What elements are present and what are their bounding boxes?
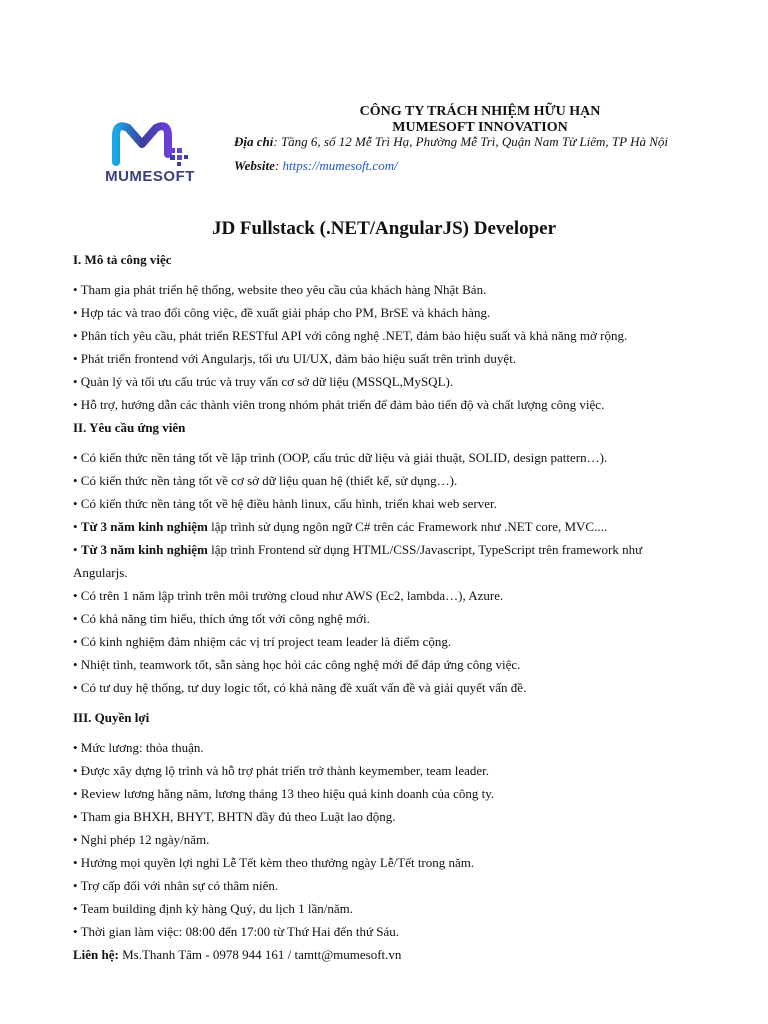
list-item: • Quản lý và tối ưu cấu trúc và truy vấn cơ sở dữ liệu (MSSQL,MySQL). — [73, 374, 454, 389]
list-item: • Có kiến thức nền tảng tốt về cơ sở dữ liệu quan hệ (thiết kế, sử dụng…). — [73, 473, 458, 488]
list-item-experience-backend — [73, 515, 713, 538]
job-title: JD Fullstack (.NET/AngularJS) Developer — [211, 218, 557, 239]
list-item: • Review lương hằng năm, lương tháng 13 theo hiệu quả kinh doanh của công ty. — [73, 786, 495, 801]
list-item-continuation: Angularjs. — [73, 565, 128, 580]
list-item: • Thời gian làm việc: 08:00 đến 17:00 từ Thứ Hai đến thứ Sáu. — [73, 924, 399, 939]
contact-label: Liên hệ: — [73, 947, 119, 962]
list-item: • Có tư duy hệ thống, tư duy logic tốt, có khả năng đề xuất vấn đề và giải quyết vấn đề. — [73, 680, 527, 695]
section-heading-requirements: II. Yêu cầu ứng viên — [73, 420, 186, 435]
list-item: • Có kiến thức nền tảng tốt về lập trình (OOP, cấu trúc dữ liệu và giải thuật, SOLID, design pattern…). — [73, 450, 608, 465]
list-item: • Hỗ trợ, hướng dẫn các thành viên trong nhóm phát triển để đảm bảo tiến độ và chất lượng công việc. — [73, 397, 605, 412]
logo-text: MUMESOFT — [105, 168, 195, 185]
contact-value[interactable]: Ms.Thanh Tâm - 0978 944 161 / tamtt@mumesoft.vn — [118, 947, 402, 962]
list-item: • Trợ cấp đối với nhân sự có thâm niên. — [73, 878, 279, 893]
experience-emphasis: Từ 3 năm kinh nghiệm — [80, 519, 208, 534]
list-item: • Mức lương: thỏa thuận. — [73, 740, 204, 755]
address-value: : Tầng 6, số 12 Mễ Trì Hạ, Phường Mễ Trì, Quận Nam Từ Liêm, TP Hà Nội — [273, 134, 669, 149]
job-description-body — [73, 248, 713, 966]
company-logo — [88, 104, 212, 192]
list-item: • Có khả năng tìm hiểu, thích ứng tốt với công nghệ mới. — [73, 611, 370, 626]
website-link[interactable]: https://mumesoft.com/ — [282, 158, 398, 173]
experience-emphasis: Từ 3 năm kinh nghiệm — [80, 542, 208, 557]
bullet: • — [73, 542, 81, 557]
contact-line — [73, 943, 713, 966]
company-website — [234, 158, 634, 174]
company-address — [234, 134, 754, 150]
section-heading-benefits: III. Quyền lợi — [73, 710, 150, 725]
list-item: • Tham gia phát triển hệ thống, website theo yêu cầu của khách hàng Nhật Bản. — [73, 282, 487, 297]
website-label: Website — [234, 158, 275, 173]
experience-text: lập trình sử dụng ngôn ngữ C# trên các Framework như .NET core, MVC.... — [207, 519, 608, 534]
list-item: • Phân tích yêu cầu, phát triển RESTful API với công nghệ .NET, đảm bảo hiệu suất và khả năng mở rộng. — [73, 328, 628, 343]
list-item: • Được xây dựng lộ trình và hỗ trợ phát triển trở thành keymember, team leader. — [73, 763, 489, 778]
list-item: • Có trên 1 năm lập trình trên môi trường cloud như AWS (Ec2, lambda…), Azure. — [73, 588, 504, 603]
company-name-line2: MUMESOFT INNOVATION — [392, 120, 568, 135]
list-item: • Tham gia BHXH, BHYT, BHTN đầy đủ theo Luật lao động. — [73, 809, 396, 824]
list-item: • Hợp tác và trao đổi công việc, đề xuất giải pháp cho PM, BrSE và khách hàng. — [73, 305, 491, 320]
list-item: • Nghỉ phép 12 ngày/năm. — [73, 832, 210, 847]
experience-text: lập trình Frontend sử dụng HTML/CSS/Javascript, TypeScript trên framework như — [207, 542, 643, 557]
list-item: • Có kiến thức nền tảng tốt về hệ điều hành linux, cấu hình, triển khai web server. — [73, 496, 497, 511]
list-item: • Phát triển frontend với Angularjs, tối ưu UI/UX, đảm bảo hiệu suất trên trình duyệt. — [73, 351, 517, 366]
mumesoft-logo-icon — [108, 114, 192, 170]
bullet: • — [73, 519, 81, 534]
company-name-line1: CÔNG TY TRÁCH NHIỆM HỮU HẠN — [359, 104, 601, 119]
list-item: • Có kinh nghiệm đảm nhiệm các vị trí project team leader là điểm cộng. — [73, 634, 452, 649]
list-item: • Team building định kỳ hàng Quý, du lịch 1 lần/năm. — [73, 901, 353, 916]
list-item: • Nhiệt tình, teamwork tốt, sẵn sàng học hỏi các công nghệ mới để đáp ứng công việc. — [73, 657, 521, 672]
website-sep: : — [274, 158, 283, 173]
list-item-experience-frontend — [73, 538, 713, 561]
section-heading-description: I. Mô tả công việc — [73, 252, 172, 267]
address-label: Địa chỉ — [234, 134, 274, 149]
list-item: • Hưởng mọi quyền lợi nghỉ Lễ Tết kèm theo thưởng ngày Lễ/Tết trong năm. — [73, 855, 475, 870]
